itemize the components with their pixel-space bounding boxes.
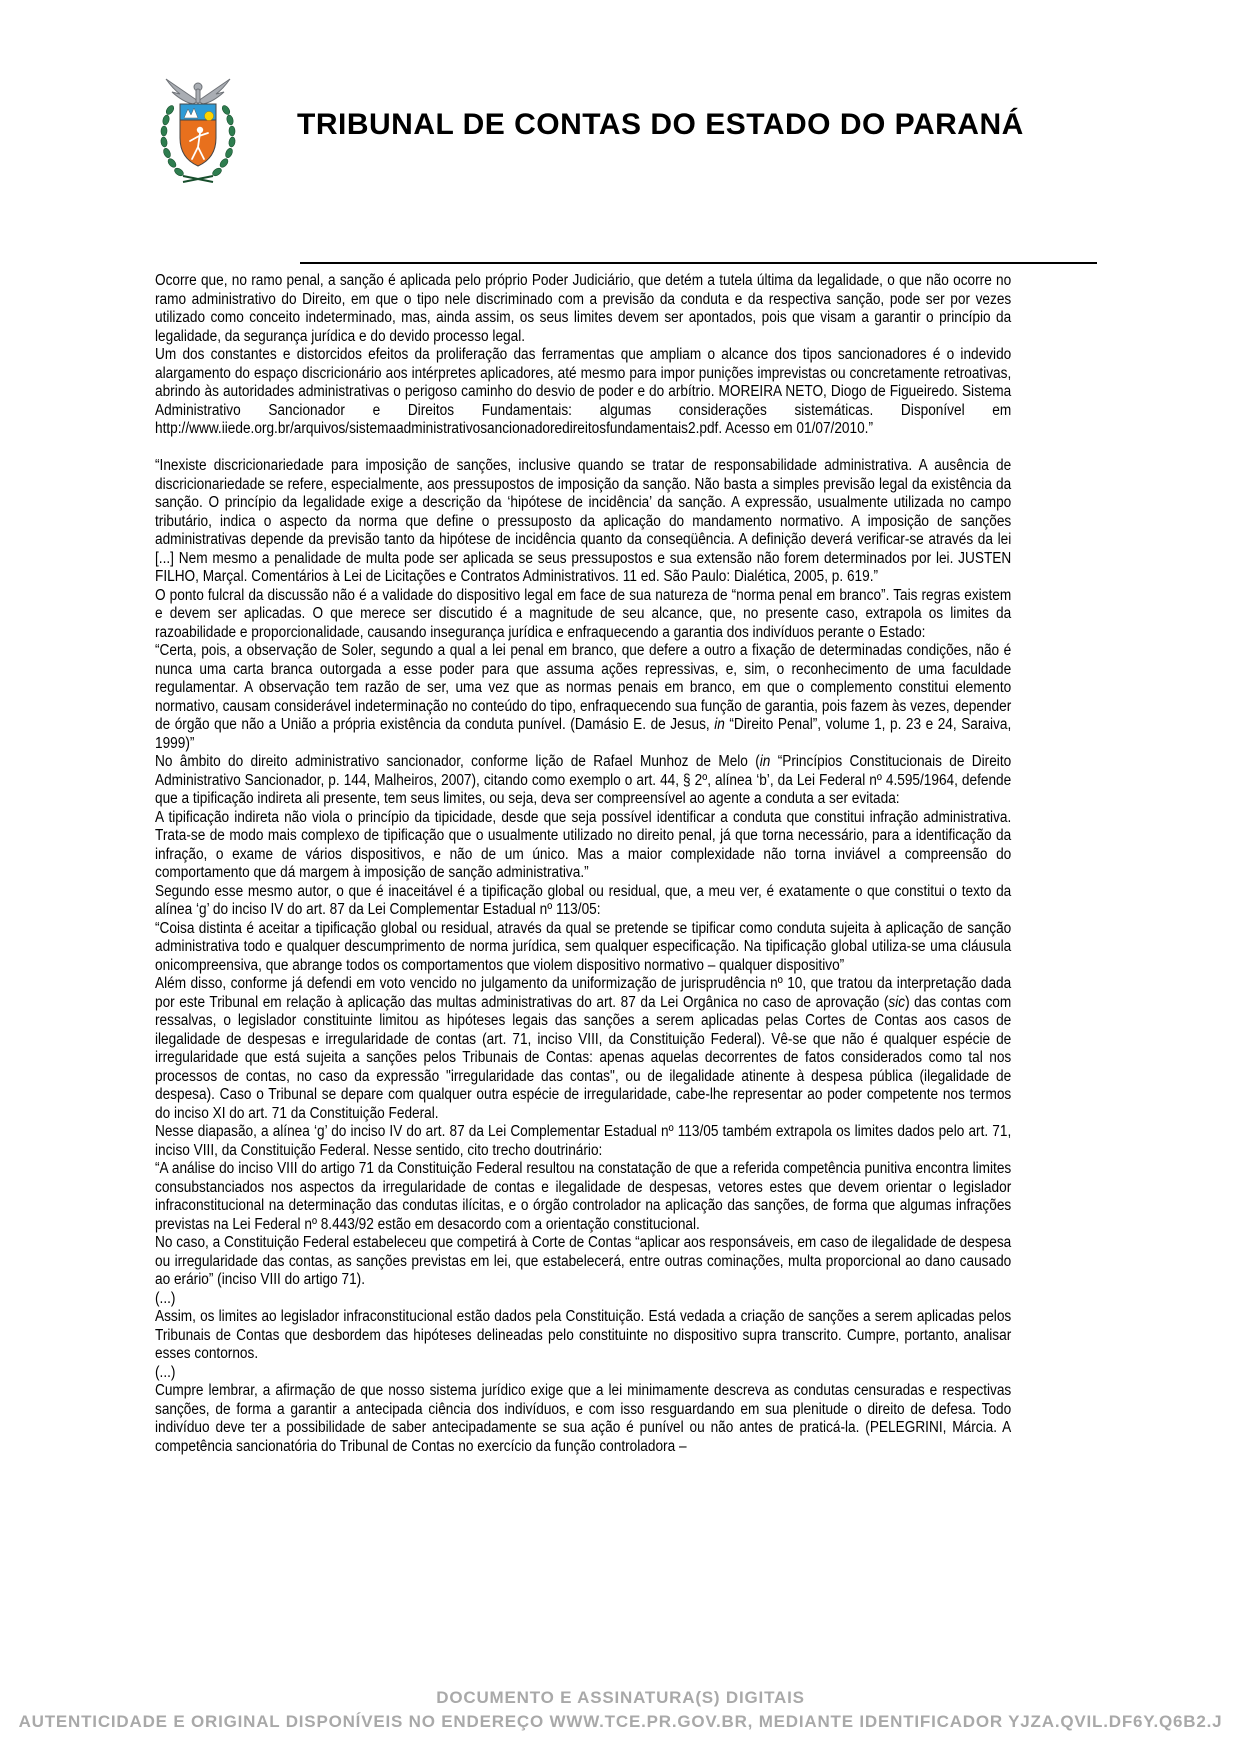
footer-line-digital-signature: DOCUMENTO E ASSINATURA(S) DIGITAIS <box>436 1688 805 1707</box>
paragraph: (...) <box>155 1363 176 1381</box>
paragraph: “A análise do inciso VIII do artigo 71 da Constituição Federal resultou na constatação de que a referida competência punitiva encontra limites consubstanciados nos aspectos da irregularidade de contas e ilegalidade de despesas, vetores estes que devem orientar o legislador infraconstitucional na determinação das condutas ilícitas, e o órgão controlador na aplicação das sanções, de forma que algumas infrações previstas na Lei Federal nº 8.443/92 estão em desacordo com a orientação constitucional. <box>155 1160 1012 1233</box>
paragraph: “Inexiste discricionariedade para imposição de sanções, inclusive quando se tratar de responsabilidade administrativa. A ausência de discricionariedade se refere, especialmente, aos pressupostos de imposição da sanção. Não basta a simples previsão legal da existência da sanção. O princípio da legalidade exige a descrição da ‘hipótese de incidência’ da sanção. A expressão, usualmente utilizada no campo tributário, indica o aspecto da norma que define o pressuposto da aplicação do mandamento normativo. A imposição de sanções administrativas depende da previsão tanto da hipótese de incidência quanto da conseqüência. A definição deverá verificar-se através da lei [...] Nem mesmo a penalidade de multa pode ser aplicada se seus pressupostos e sua extensão não forem determinados por lei. JUSTEN FILHO, Marçal. Comentários à Lei de Licitações e Contratos Administrativos. 11 ed. São Paulo: Dialética, 2005, p. 619.” <box>155 457 1012 585</box>
page-title: TRIBUNAL DE CONTAS DO ESTADO DO PARANÁ <box>297 108 1024 141</box>
document-body <box>155 272 1011 1456</box>
paragraph: Ocorre que, no ramo penal, a sanção é aplicada pelo próprio Poder Judiciário, que detém a tutela última da legalidade, o que não ocorre no ramo administrativo do Direito, em que o tipo nele discriminado com a previsão da conduta e da respectiva sanção, pode ser por vezes utilizado como conceito indeterminado, mas, ainda assim, os seus limites devem ser apontados, pois que visam a garantir o princípio da legalidade, da segurança jurídica e do devido processo legal. <box>155 272 1012 345</box>
footer-line-authenticity: AUTENTICIDADE E ORIGINAL DISPONÍVEIS NO ENDEREÇO WWW.TCE.PR.GOV.BR, MEDIANTE IDENTIFICADOR YJZA.QVIL.DF6Y.Q6B2.J <box>18 1712 1223 1731</box>
eagle-icon <box>166 79 230 104</box>
paragraph: Segundo esse mesmo autor, o que é inaceitável é a tipificação global ou residual, que, a meu ver, é exatamente o que constitui o texto da alínea ‘g’ do inciso IV do art. 87 da Lei Complementar Estadual nº 113/05: <box>155 882 1012 918</box>
paragraph: Um dos constantes e distorcidos efeitos da proliferação das ferramentas que ampliam o alcance dos tipos sancionadores é o indevido alargamento do espaço discricionário aos intérpretes aplicadores, até mesmo para impor punições imprevistas ou concretamente retroativas, abrindo às autoridades administrativas o perigoso caminho do desvio de poder e do arbítrio. MOREIRA NETO, Diogo de Figueiredo. Sistema Administrativo Sancionador e Direitos Fundamentais: algumas considerações sistemáticas. Disponível em http://www.iiede.org.br/arquivos/sistemaadministrativosancionadoredireitosfundamentais2.pdf. Acesso em 01/07/2010.” <box>155 346 1012 437</box>
paragraph: Assim, os limites ao legislador infraconstitucional estão dados pela Constituição. Está vedada a criação de sanções a serem aplicadas pelos Tribunais de Contas que desbordem das hipóteses delineadas pelo constituinte no dispositivo supra transcrito. Cumpre, portanto, analisar esses contornos. <box>155 1308 1012 1362</box>
paragraph: A tipificação indireta não viola o princípio da tipicidade, desde que seja possível identificar a conduta que constitui infração administrativa. Trata-se de modo mais complexo de tipificação que o usualmente utilizado no direito penal, já que torna necessário, para a identificação da infração, o exame de vários dispositivos, e não de um único. Mas a maior complexidade não torna inviável a compreensão do comportamento que dá margem à imposição de sanção administrativa.” <box>155 808 1012 881</box>
header-divider <box>300 262 1097 264</box>
shield-icon <box>180 104 216 166</box>
paragraph: No âmbito do direito administrativo sancionador, conforme lição de Rafael Munhoz de Melo (in “Princípios Constitucionais de Direito Administrativo Sancionador, p. 144, Malheiros, 2007), citando como exemplo o art. 44, § 2º, alínea ‘b’, da Lei Federal nº 4.595/1964, defende que a tipificação indireta ali presente, tem seus limites, ou seja, deva ser compreensível ao agente a conduta a ser evitada: <box>155 753 1012 807</box>
paragraph: No caso, a Constituição Federal estabeleceu que competirá à Corte de Contas “aplicar aos responsáveis, em caso de ilegalidade de despesa ou irregularidade das contas, as sanções previstas em lei, que estabelecerá, entre outras cominações, multa proporcional ao dano causado ao erário” (inciso VIII do artigo 71). <box>155 1234 1012 1288</box>
paragraph: (...) <box>155 1289 176 1307</box>
paragraph: “Certa, pois, a observação de Soler, segundo a qual a lei penal em branco, que defere a outro a fixação de determinadas condições, não é nunca uma carta branca outorgada a esse poder para que assuma ações repressivas, e, sim, o reconhecimento de uma faculdade regulamentar. A observação tem razão de ser, uma vez que as normas penais em branco, em que o complemento constitui elemento normativo, causam considerável indeterminação no conteúdo do tipo, enfraquecendo sua função de garantia, pois fazem às vezes, depender de órgão que não a União a própria existência da conduta punível. (Damásio E. de Jesus, in “Direito Penal”, volume 1, p. 23 e 24, Saraiva, 1999)” <box>155 642 1012 752</box>
paragraph: O ponto fulcral da discussão não é a validade do dispositivo legal em face de sua natureza de “norma penal em branco”. Tais regras existem e devem ser aplicadas. O que merece ser discutido é a magnitude de seu alcance, que, no presente caso, extrapola os limites da razoabilidade e proporcionalidade, causando insegurança jurídica e enfraquecendo a garantia dos indivíduos perante o Estado: <box>155 586 1012 641</box>
paragraph: “Coisa distinta é aceitar a tipificação global ou residual, através da qual se pretende se tipificar como conduta sujeita à aplicação de sanção administrativa todo e qualquer descumprimento de norma jurídica, sem qualquer especificação. Na tipificação global utiliza-se uma cláusula onicompreensiva, que abrange todos os comportamentos que violem dispositivo normativo – qualquer dispositivo” <box>155 919 1012 974</box>
paragraph-spacer <box>155 439 1011 458</box>
paragraph: Nesse diapasão, a alínea ‘g’ do inciso IV do art. 87 da Lei Complementar Estadual nº 113/05 também extrapola os limites dados pelo art. 71, inciso VIII, da Constituição Federal. Nesse sentido, cito trecho doutrinário: <box>155 1123 1012 1159</box>
paragraph: Além disso, conforme já defendi em voto vencido no julgamento da uniformização de jurisprudência nº 10, que tratou da interpretação dada por este Tribunal em relação à aplicação das multas administrativas do art. 87 da Lei Orgânica no caso de aprovação (sic) das contas com ressalvas, o legislador constituinte limitou as hipóteses legais das sanções a serem aplicadas pelas Cortes de Contas aos casos de ilegalidade de despesas e irregularidade de contas (art. 71, inciso VIII, da Constituição Federal). Vê-se que não é qualquer espécie de irregularidade que está sujeita a sanções pelos Tribunais de Contas: apenas aquelas decorrentes de fatos considerados como tal nos processos de contas, no caso da expressão "irregularidade das contas", ou de ilegalidade atinente à despesa pública (ilegalidade de despesa). Caso o Tribunal se depare com qualquer outra espécie de irregularidade, cabe-lhe representar ao poder competente nos termos do inciso XI do art. 71 da Constituição Federal. <box>155 975 1012 1122</box>
tce-coat-of-arms-logo <box>153 74 243 188</box>
paragraph: Cumpre lembrar, a afirmação de que nosso sistema jurídico exige que a lei minimamente descreva as condutas censuradas e respectivas sanções, de forma a garantir a antecipada ciência dos indivíduos, e com isso resguardando em sua plenitude o direito de defesa. Todo indivíduo deve ter a possibilidade de saber antecipadamente se sua ação é punível ou não antes de praticá-la. (PELEGRINI, Márcia. A competência sancionatória do Tribunal de Contas no exercício da função controladora – <box>155 1382 1012 1455</box>
